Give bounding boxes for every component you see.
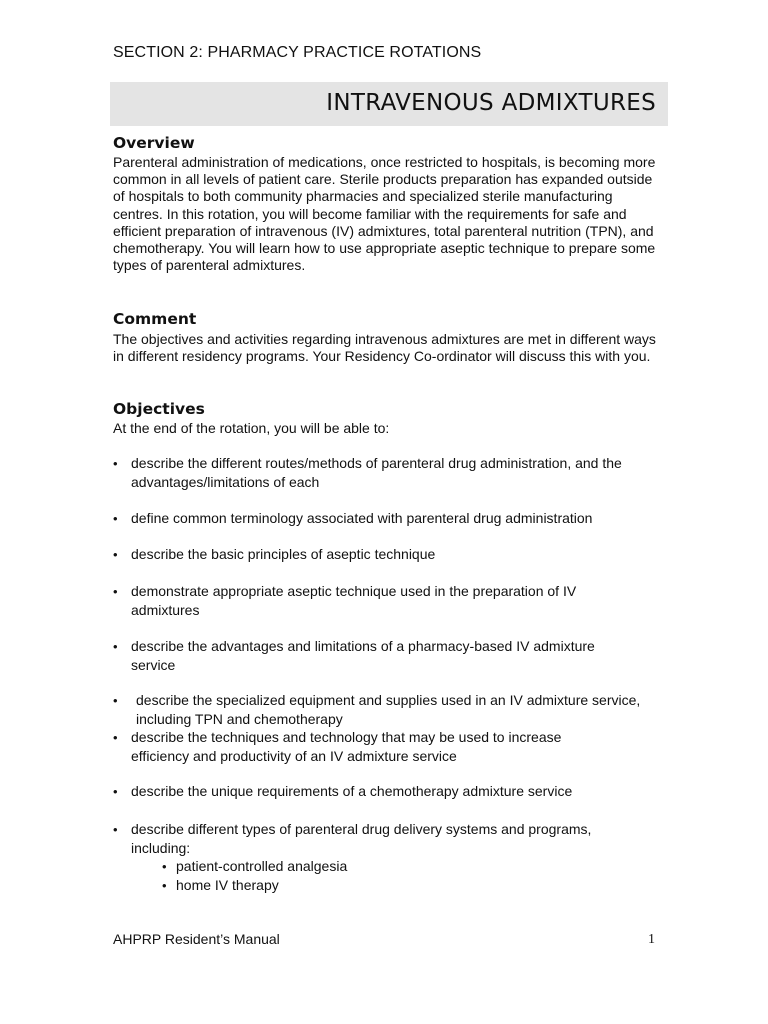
bullet-icon: • [113,584,118,599]
bullet-icon: • [113,822,118,837]
sub-item-text: home IV therapy [176,877,279,893]
objective-text: describe the different routes/methods of parenteral drug administration, and the advantages/limitations of each [131,455,622,490]
page-title: INTRAVENOUS ADMIXTURES [326,90,656,116]
objective-item [113,454,673,492]
bullet-icon: • [113,456,118,471]
page-number: 1 [648,932,655,947]
objective-item [113,782,673,801]
objective-text: describe the techniques and technology that may be used to increase efficiency and productivity of an IV admixture service [131,729,562,764]
objective-item [113,509,673,528]
bullet-icon: • [162,878,167,893]
objective-text: define common terminology associated with parenteral drug administration [131,510,593,526]
sub-item [162,876,279,895]
bullet-icon: • [162,859,167,874]
sub-item [162,857,347,876]
bullet-icon: • [113,639,118,654]
objective-item [113,637,633,675]
objectives-intro: At the end of the rotation, you will be able to: [113,420,390,436]
objective-item [113,728,623,766]
objective-text: describe the advantages and limitations of a pharmacy-based IV admixture service [131,638,595,673]
objectives-heading: Objectives [113,400,205,418]
comment-heading: Comment [113,310,197,328]
title-banner [110,82,668,126]
objective-item [113,545,673,564]
objective-text: describe the unique requirements of a chemotherapy admixture service [131,783,573,799]
objective-text: describe the basic principles of aseptic technique [131,546,436,562]
objective-text: demonstrate appropriate aseptic technique used in the preparation of IV admixtures [131,583,577,618]
bullet-icon: • [113,730,118,745]
bullet-icon: • [113,511,118,526]
overview-heading: Overview [113,134,195,152]
bullet-icon: • [113,693,118,708]
bullet-icon: • [113,547,118,562]
section-title: SECTION 2: PHARMACY PRACTICE ROTATIONS [113,44,482,61]
objective-text: describe different types of parenteral drug delivery systems and programs, including: [131,821,592,856]
footer-manual-title: AHPRP Resident’s Manual [113,931,280,947]
comment-paragraph: The objectives and activities regarding intravenous admixtures are met in different ways in different residency programs. Your Residency Co-ordinator will discuss this with you. [113,331,656,365]
objective-item [113,582,613,620]
bullet-icon: • [113,784,118,799]
objective-text: describe the specialized equipment and supplies used in an IV admixture service, including TPN and chemotherapy [136,692,641,727]
objective-item [113,691,643,729]
objective-item [113,820,653,858]
sub-item-text: patient-controlled analgesia [176,858,348,874]
overview-paragraph: Parenteral administration of medications, once restricted to hospitals, is becoming more common in all levels of patient care. Sterile products preparation has expanded outside of hospitals to both community pharmacies and specialized sterile manufacturing centres. In this rotation, you will become familiar with the requirements for safe and efficient preparation of intravenous (IV) admixtures, total parenteral nutrition (TPN), and chemotherapy. You will learn how to use appropriate aseptic technique to prepare some types of parenteral admixtures. [113,154,656,274]
